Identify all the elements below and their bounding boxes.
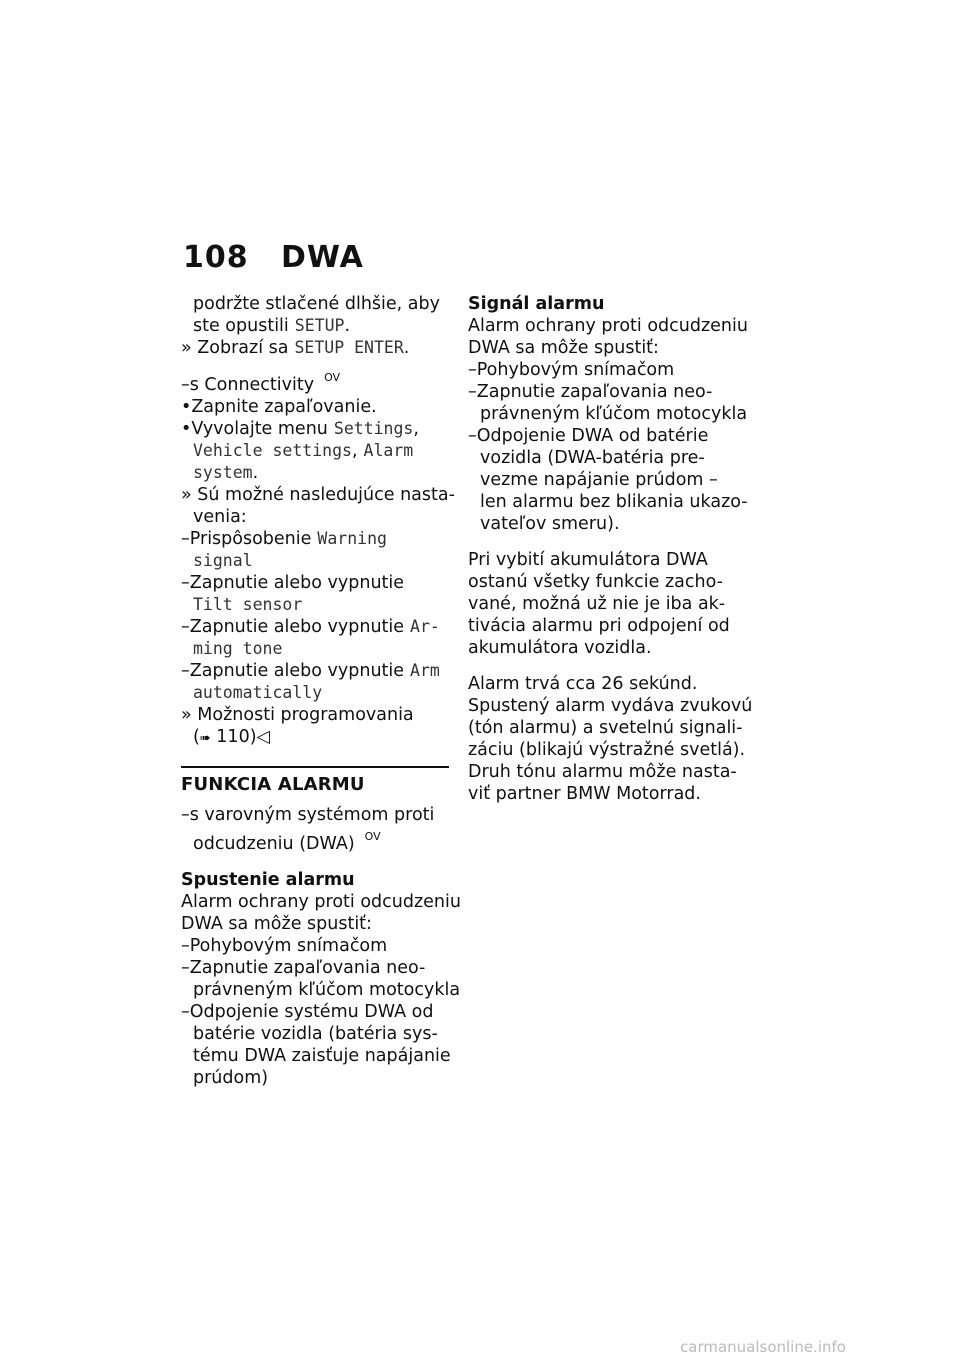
watermark: carmanualsonline.info — [680, 1338, 846, 1356]
code-warning: Warning — [317, 529, 387, 548]
result-line: » Možnosti programovania — [181, 705, 414, 725]
code-ar: Ar- — [410, 617, 440, 636]
list-item: –Odpojenie DWA od batérie — [468, 426, 709, 446]
result-mark: » — [181, 338, 192, 358]
text-line: vateľov smeru). — [480, 514, 620, 534]
text-line: (tón alarmu) a svetelnú signali- — [468, 718, 743, 738]
text-line: Alarm trvá cca 26 sekúnd. — [468, 674, 698, 694]
text-line: záciu (blikajú výstražné svetlá). — [468, 740, 746, 760]
result-line: » Zobrazí sa SETUP ENTER. — [181, 338, 410, 358]
text-line: viť partner BMW Motorrad. — [468, 784, 701, 804]
text-line: venia: — [193, 507, 247, 527]
text-line: tivácia alarmu pri odpojení od — [468, 616, 730, 636]
right-column — [468, 293, 753, 805]
result-mark: » — [181, 485, 192, 505]
text-line: Spustený alarm vydáva zvukovú — [468, 696, 753, 716]
text-line — [181, 550, 451, 572]
text-line: vozidla (DWA-batéria pre- — [480, 448, 705, 468]
text-line: ste opustili SETUP. — [193, 316, 351, 336]
text-line: Vehicle settings, Alarm — [193, 441, 414, 461]
option-line: –Prispôsobenie Warning — [181, 529, 387, 549]
text-line: len alarmu bez blikania ukazo- — [480, 492, 748, 512]
code-signal: signal — [193, 551, 253, 570]
page-number: 108 — [183, 240, 249, 275]
section-title: FUNKCIA ALARMU — [181, 774, 365, 795]
text-line: DWA sa môže spustiť: — [181, 914, 372, 934]
text-line: Druh tónu alarmu môže nasta- — [468, 762, 737, 782]
text-line: prúdom) — [193, 1068, 269, 1088]
code-setup: SETUP — [294, 316, 345, 335]
code-setup-enter: SETUP ENTER — [294, 338, 404, 357]
text-line: podržte stlačené dlhšie, aby — [193, 294, 440, 314]
text-line: ostanú všetky funkcie zacho- — [468, 572, 723, 592]
text-line — [181, 638, 451, 660]
text-line — [181, 594, 451, 616]
code-settings: Settings — [333, 419, 414, 438]
text-line: právneným kľúčom motocykla — [193, 980, 461, 1000]
code-alarm: Alarm — [363, 441, 414, 460]
text-line: batérie vozidla (batéria sys- — [193, 1024, 438, 1044]
page-reference-link[interactable]: (➠ 110)◁ — [181, 726, 451, 750]
text-line: DWA sa môže spustiť: — [468, 338, 659, 358]
text-line: Pri vybití akumulátora DWA — [468, 550, 708, 570]
result-line: » Sú možné nasledujúce nasta- — [181, 485, 455, 505]
subsection-title: Signál alarmu — [468, 294, 605, 314]
text-line: Alarm ochrany proti odcudzeniu — [181, 892, 461, 912]
page-ref-arrow-icon: ➠ — [199, 731, 211, 746]
option-line: –Zapnutie alebo vypnutie Arm — [181, 661, 440, 681]
chapter-title: DWA — [281, 240, 364, 275]
page-header — [183, 240, 364, 275]
text-line: Alarm ochrany proti odcudzeniu — [468, 316, 748, 336]
condition-line: –s varovným systémom proti — [181, 805, 435, 825]
list-item: –Odpojenie systému DWA od — [181, 1002, 434, 1022]
result-mark: » — [181, 705, 192, 725]
text-line: vezme napájanie prúdom – — [480, 470, 718, 490]
condition-line: –s Connectivity $^{OV}$ — [181, 371, 341, 395]
subsection-title: Spustenie alarmu — [181, 870, 355, 890]
code-vehicle-settings: Vehicle settings — [193, 441, 352, 460]
ov-marker: OV — [364, 830, 381, 843]
code-system: system — [193, 463, 253, 482]
list-item: –Zapnutie zapaľovania neo- — [181, 958, 426, 978]
code-ming-tone: ming tone — [193, 639, 283, 658]
ov-marker: OV — [324, 371, 341, 384]
list-item: –Pohybovým snímačom — [468, 360, 675, 380]
code-tilt-sensor: Tilt sensor — [193, 595, 303, 614]
option-line: –Zapnutie alebo vypnutie Ar- — [181, 617, 440, 637]
text-line: odcudzeniu (DWA) $^{OV}$ — [193, 830, 381, 854]
text-line: tému DWA zaisťuje napájanie — [193, 1046, 451, 1066]
text-line: právneným kľúčom motocykla — [480, 404, 748, 424]
code-arm: Arm — [410, 661, 440, 680]
list-item: –Zapnutie zapaľovania neo- — [468, 382, 713, 402]
text-line: akumulátora vozidla. — [468, 638, 652, 658]
text-line: vané, možná už nie je iba ak- — [468, 594, 726, 614]
list-item: –Pohybovým snímačom — [181, 936, 388, 956]
option-line: –Zapnutie alebo vypnutie — [181, 573, 405, 593]
step-line: •Vyvolajte menu Settings, — [181, 419, 419, 439]
text-line: system. — [193, 463, 259, 483]
code-automatically: automatically — [193, 683, 323, 702]
text-line — [181, 682, 451, 704]
left-column — [181, 293, 461, 1089]
section-divider — [181, 766, 449, 768]
step-line: •Zapnite zapaľovanie. — [181, 397, 377, 417]
